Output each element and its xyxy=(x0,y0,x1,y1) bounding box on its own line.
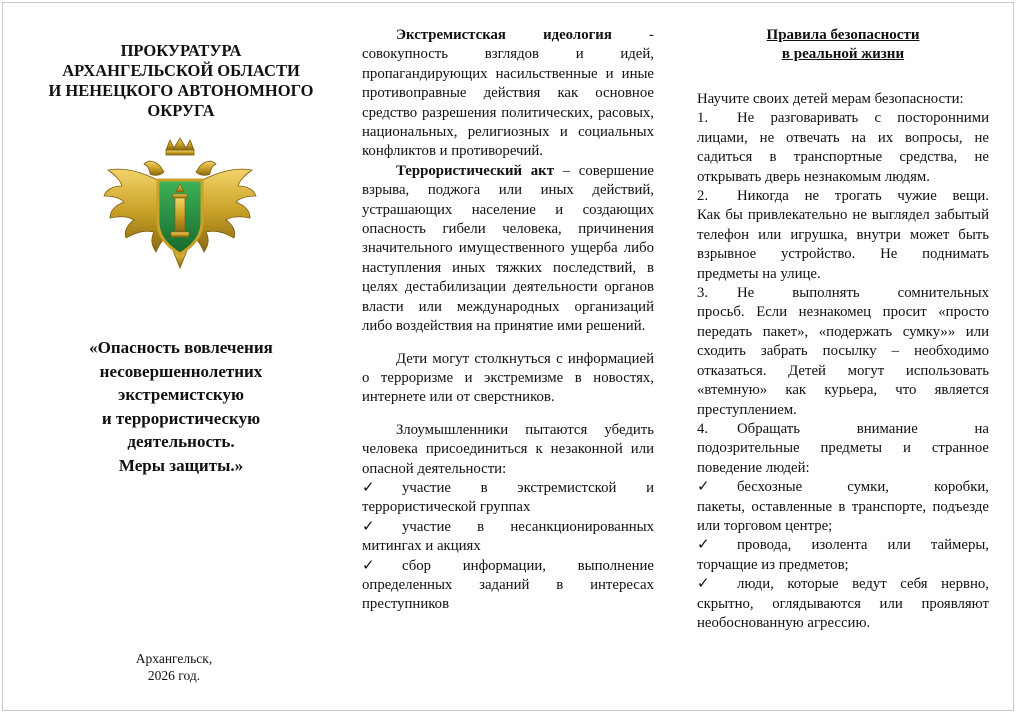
list-item-text-cont: скрытно, оглядываются или проявляют необоснованную агрессию. xyxy=(697,595,989,631)
list-item xyxy=(362,518,654,557)
rule-item xyxy=(697,420,989,478)
list-item-text: бесхозные сумки, коробки, xyxy=(737,479,989,496)
heading-line: Правила безопасности xyxy=(766,27,920,43)
rule-number: 1. xyxy=(697,110,709,127)
rule-text-cont: подозрительные предметы и странное поведение людей: xyxy=(697,440,989,476)
rule-number: 2. xyxy=(697,188,709,205)
definition-text: – совершение взрыва, поджога или иных действий, устрашающих население и создающих опасность гибели человека, причинения значительного имущественного ущерба либо наступления иных тяжких последствий, в целях дестабилизации деятельности органов власти или международных организаций либо воздействия на принятие ими решений. xyxy=(362,162,654,335)
check-icon: ✓ xyxy=(362,479,375,496)
rule-text: Никогда не трогать чужие вещи. xyxy=(737,188,989,205)
list-item xyxy=(697,478,989,536)
org-line: АРХАНГЕЛЬСКОЙ ОБЛАСТИ xyxy=(62,61,300,80)
rule-text-cont: лицами, не отвечать на их вопросы, не садиться в транспортные средства, не открывать дверь незнакомым людям. xyxy=(697,129,989,185)
org-line: И НЕНЕЦКОГО АВТОНОМНОГО xyxy=(48,81,314,100)
definition-term: Террористический акт xyxy=(396,162,554,179)
list-item-text: сбор информации, выполнение xyxy=(402,557,654,574)
rule-item xyxy=(697,109,989,187)
right-column xyxy=(697,26,989,633)
org-line: ОКРУГА xyxy=(147,101,215,120)
middle-column xyxy=(362,26,654,615)
rule-text-cont: Как бы привлекательно не выглядел забытый телефон или игрушка, внутри может быть взрывное устройство. Не поднимать предметы на улице. xyxy=(697,207,989,282)
children-paragraph: Дети могут столкнуться с информацией о терроризме и экстремизме в новостях, интернете или от сверстников. xyxy=(362,350,654,406)
organization-name xyxy=(36,41,326,121)
list-item-text: участие в несанкционированных xyxy=(402,518,654,535)
intro-paragraph: Злоумышленники пытаются убедить человека присоединиться к незаконной или опасной деятельности: xyxy=(362,421,654,477)
list-item-text-cont: террористической группах xyxy=(362,499,531,516)
list-item-text-cont: пакеты, оставленные в транспорте, подъезде или торговом центре; xyxy=(697,498,989,534)
rule-item xyxy=(697,187,989,284)
list-item-text-cont: митингах и акциях xyxy=(362,538,481,555)
list-item-text: люди, которые ведут себя нервно, xyxy=(737,576,989,593)
rule-text-cont: просьб. Если незнакомец просит «просто передать пакет», «подержать сумку»» или сходить забрать посылку – необходимо отказаться. Детей могут использовать «втемную» как курьера, что является преступлением. xyxy=(697,304,989,418)
check-icon: ✓ xyxy=(697,576,710,593)
list-item xyxy=(697,536,989,575)
check-icon: ✓ xyxy=(362,518,375,535)
place-and-year xyxy=(36,650,312,684)
list-item-text-cont: торчащие из предметов; xyxy=(697,556,849,573)
rules-intro: Научите своих детей мерам безопасности: xyxy=(697,91,964,107)
title-line: и террористическую xyxy=(101,408,261,428)
rule-text: Не разговаривать с посторонними xyxy=(737,110,989,127)
list-item-text-cont: определенных заданий в интересах преступников xyxy=(362,576,654,613)
definition-term: Экстремистская идеология xyxy=(396,27,612,43)
year: 2026 год. xyxy=(147,668,201,683)
definition-extremist-ideology xyxy=(362,26,654,162)
check-icon: ✓ xyxy=(697,479,710,496)
definition-text: - совокупность взглядов и идей, пропагандирующих насильственные и иные противоправные действия как основное средство разрешения политических, расовых, национальных, религиозных и социальных конфликтов и противоречий. xyxy=(362,27,654,160)
title-line: экстремистскую xyxy=(118,385,244,405)
rule-item xyxy=(697,284,989,420)
title-line: деятельность. xyxy=(127,432,235,452)
title-line: несовершеннолетних xyxy=(99,361,263,381)
rule-number: 4. xyxy=(697,420,709,437)
title-line: «Опасность вовлечения xyxy=(89,338,273,357)
prosecutor-emblem-icon xyxy=(102,136,258,274)
definition-terrorist-act xyxy=(362,162,654,337)
org-line: ПРОКУРАТУРА xyxy=(120,41,242,60)
heading-line: в реальной жизни xyxy=(781,46,905,62)
brochure-title xyxy=(36,336,326,478)
check-icon: ✓ xyxy=(362,557,375,574)
rule-number: 3. xyxy=(697,285,709,302)
list-item xyxy=(362,479,654,518)
rule-text: Обращать внимание на xyxy=(737,420,989,437)
list-item xyxy=(362,557,654,615)
city: Архангельск, xyxy=(135,651,213,666)
list-item-text: провода, изолента или таймеры, xyxy=(737,537,989,554)
check-icon: ✓ xyxy=(697,537,710,554)
rule-text: Не выполнять сомнительных xyxy=(737,285,989,302)
list-item-text: участие в экстремистской и xyxy=(402,479,654,496)
list-item xyxy=(697,575,989,633)
rules-heading xyxy=(697,26,989,64)
title-line: Меры защиты.» xyxy=(118,455,244,475)
